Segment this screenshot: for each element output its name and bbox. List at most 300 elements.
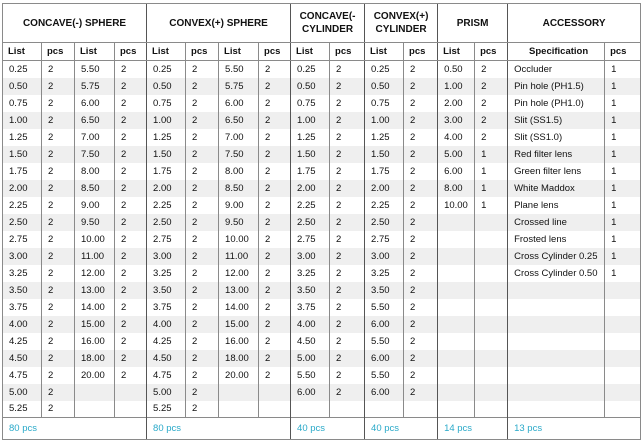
table-cell bbox=[115, 384, 147, 401]
table-cell: 2 bbox=[115, 146, 147, 163]
table-cell: 2 bbox=[42, 231, 75, 248]
column-header: pcs bbox=[330, 43, 365, 61]
group-header-line: PRISM bbox=[456, 17, 489, 29]
table-cell: 2 bbox=[404, 265, 438, 282]
table-cell: 0.25 bbox=[291, 61, 330, 78]
table-cell bbox=[508, 367, 605, 384]
table-cell: 2 bbox=[259, 316, 291, 333]
table-cell: 4.50 bbox=[147, 350, 186, 367]
table-cell: 2 bbox=[42, 333, 75, 350]
table-cell: 2 bbox=[42, 401, 75, 418]
table-cell: 3.25 bbox=[147, 265, 186, 282]
table-cell: 4.50 bbox=[3, 350, 42, 367]
table-cell: 1 bbox=[605, 197, 641, 214]
table-cell bbox=[605, 282, 641, 299]
table-cell: 1.25 bbox=[3, 129, 42, 146]
table-cell: 2.25 bbox=[291, 197, 330, 214]
group-header-line: CONCAVE(- bbox=[299, 11, 356, 22]
table-cell: 2 bbox=[259, 350, 291, 367]
table-cell: 2 bbox=[330, 248, 365, 265]
table-cell: 16.00 bbox=[219, 333, 259, 350]
table-cell: 5.00 bbox=[438, 146, 475, 163]
table-cell: 1 bbox=[475, 146, 508, 163]
lens-set-table bbox=[2, 3, 641, 440]
column-header: List bbox=[365, 43, 404, 61]
table-row bbox=[3, 61, 641, 78]
table-cell: Slit (SS1.5) bbox=[508, 112, 605, 129]
table-cell bbox=[508, 333, 605, 350]
table-cell: 1.00 bbox=[3, 112, 42, 129]
table-cell: 2 bbox=[330, 367, 365, 384]
table-cell: 2 bbox=[259, 367, 291, 384]
table-cell: 1.75 bbox=[147, 163, 186, 180]
table-cell: 2 bbox=[404, 384, 438, 401]
table-cell bbox=[75, 384, 115, 401]
table-cell bbox=[605, 384, 641, 401]
table-cell: 1 bbox=[475, 163, 508, 180]
table-cell: 5.50 bbox=[365, 367, 404, 384]
table-cell: 3.50 bbox=[365, 282, 404, 299]
table-cell: 13.00 bbox=[75, 282, 115, 299]
table-cell: 1.50 bbox=[291, 146, 330, 163]
table-cell: 2 bbox=[475, 78, 508, 95]
table-cell: 2 bbox=[42, 146, 75, 163]
table-cell: 2 bbox=[330, 61, 365, 78]
table-cell bbox=[219, 401, 259, 418]
table-cell: 2 bbox=[259, 265, 291, 282]
table-cell: 2 bbox=[330, 95, 365, 112]
table-row bbox=[3, 333, 641, 350]
table-cell: 20.00 bbox=[219, 367, 259, 384]
group-total: 80 pcs bbox=[3, 418, 147, 440]
table-cell: 7.00 bbox=[75, 129, 115, 146]
table-cell: Crossed line bbox=[508, 214, 605, 231]
table-cell bbox=[259, 384, 291, 401]
table-cell: 2 bbox=[186, 146, 219, 163]
table-cell: 2.50 bbox=[3, 214, 42, 231]
table-cell: 1.00 bbox=[438, 78, 475, 95]
table-cell bbox=[438, 231, 475, 248]
table-cell: 2 bbox=[115, 112, 147, 129]
table-cell: 2 bbox=[404, 231, 438, 248]
table-row bbox=[3, 112, 641, 129]
table-cell: 18.00 bbox=[219, 350, 259, 367]
table-cell: 1 bbox=[605, 163, 641, 180]
table-cell: 4.50 bbox=[291, 333, 330, 350]
table-cell: 1 bbox=[605, 265, 641, 282]
table-cell: 4.25 bbox=[147, 333, 186, 350]
table-cell: 2 bbox=[186, 367, 219, 384]
column-header: List bbox=[3, 43, 42, 61]
table-cell: Red filter lens bbox=[508, 146, 605, 163]
table-cell: 0.75 bbox=[291, 95, 330, 112]
table-cell: 2 bbox=[259, 214, 291, 231]
table-cell: 1 bbox=[475, 197, 508, 214]
table-cell: 2 bbox=[186, 384, 219, 401]
table-cell: 2 bbox=[475, 112, 508, 129]
table-cell bbox=[219, 384, 259, 401]
table-cell: 2 bbox=[259, 129, 291, 146]
table-cell: 2 bbox=[186, 333, 219, 350]
table-row bbox=[3, 95, 641, 112]
group-header bbox=[438, 4, 508, 43]
group-header bbox=[508, 4, 641, 43]
table-cell: 1.50 bbox=[3, 146, 42, 163]
table-cell: 2 bbox=[475, 129, 508, 146]
table-cell: 6.50 bbox=[75, 112, 115, 129]
table-cell: 2 bbox=[115, 78, 147, 95]
table-cell: 6.50 bbox=[219, 112, 259, 129]
table-cell: 1.00 bbox=[365, 112, 404, 129]
column-header: pcs bbox=[115, 43, 147, 61]
table-cell: 2 bbox=[42, 248, 75, 265]
table-cell bbox=[438, 214, 475, 231]
table-cell: 2 bbox=[404, 350, 438, 367]
table-cell: 6.00 bbox=[438, 163, 475, 180]
table-cell: 2 bbox=[115, 61, 147, 78]
table-cell: 2 bbox=[259, 231, 291, 248]
table-cell: 2 bbox=[42, 299, 75, 316]
table-cell bbox=[475, 299, 508, 316]
table-cell bbox=[508, 299, 605, 316]
group-header-row bbox=[3, 4, 641, 43]
table-row bbox=[3, 401, 641, 418]
table-cell: 2 bbox=[42, 350, 75, 367]
table-cell bbox=[475, 214, 508, 231]
column-header: pcs bbox=[605, 43, 641, 61]
table-cell: 2 bbox=[259, 163, 291, 180]
table-cell: 0.25 bbox=[147, 61, 186, 78]
table-cell: 4.00 bbox=[438, 129, 475, 146]
table-cell: 2 bbox=[186, 61, 219, 78]
table-cell bbox=[508, 350, 605, 367]
table-cell: Frosted lens bbox=[508, 231, 605, 248]
column-header: Specification bbox=[508, 43, 605, 61]
table-cell: 2 bbox=[330, 265, 365, 282]
table-cell: 2.75 bbox=[291, 231, 330, 248]
table-cell bbox=[438, 367, 475, 384]
table-cell bbox=[475, 384, 508, 401]
table-cell: 2 bbox=[330, 299, 365, 316]
table-cell: 2 bbox=[330, 197, 365, 214]
table-cell: 2 bbox=[330, 282, 365, 299]
table-cell: 20.00 bbox=[75, 367, 115, 384]
table-cell: 2 bbox=[186, 265, 219, 282]
table-cell: 3.00 bbox=[291, 248, 330, 265]
table-cell: 1 bbox=[605, 231, 641, 248]
table-cell: 0.50 bbox=[291, 78, 330, 95]
table-cell: 5.00 bbox=[3, 384, 42, 401]
table-cell: 2 bbox=[330, 78, 365, 95]
table-body bbox=[3, 61, 641, 418]
table-cell: 2 bbox=[115, 197, 147, 214]
table-cell: 2.75 bbox=[3, 231, 42, 248]
table-cell: 2 bbox=[404, 214, 438, 231]
table-cell: 2 bbox=[259, 112, 291, 129]
table-cell: 18.00 bbox=[75, 350, 115, 367]
table-cell: 2 bbox=[259, 197, 291, 214]
table-cell: 5.50 bbox=[365, 299, 404, 316]
table-cell: 0.75 bbox=[365, 95, 404, 112]
table-cell: 2 bbox=[42, 384, 75, 401]
table-cell bbox=[475, 316, 508, 333]
table-cell: 5.50 bbox=[365, 333, 404, 350]
table-cell: 2.25 bbox=[365, 197, 404, 214]
table-cell: 1.75 bbox=[291, 163, 330, 180]
table-cell: 4.75 bbox=[3, 367, 42, 384]
table-cell: 2 bbox=[404, 95, 438, 112]
table-cell: 8.00 bbox=[75, 163, 115, 180]
table-cell: 2 bbox=[186, 163, 219, 180]
table-cell: 2 bbox=[115, 299, 147, 316]
group-total: 80 pcs bbox=[147, 418, 291, 440]
group-header-line: ACCESSORY bbox=[542, 17, 606, 29]
group-header-line: CONVEX(+) SPHERE bbox=[169, 17, 268, 29]
column-header: List bbox=[438, 43, 475, 61]
table-cell: 2 bbox=[186, 95, 219, 112]
table-cell: 1.75 bbox=[365, 163, 404, 180]
table-cell: Cross Cylinder 0.25 bbox=[508, 248, 605, 265]
table-cell: Plane lens bbox=[508, 197, 605, 214]
table-cell: 12.00 bbox=[75, 265, 115, 282]
table-cell: 1 bbox=[475, 180, 508, 197]
table-cell: 2 bbox=[404, 367, 438, 384]
table-cell: 2 bbox=[259, 78, 291, 95]
table-cell: 2 bbox=[330, 214, 365, 231]
table-cell: 2 bbox=[42, 316, 75, 333]
table-cell: 1.00 bbox=[147, 112, 186, 129]
table-cell: 2 bbox=[330, 231, 365, 248]
table-cell: 2 bbox=[259, 299, 291, 316]
table-row bbox=[3, 146, 641, 163]
column-header: pcs bbox=[259, 43, 291, 61]
table-cell: 5.00 bbox=[147, 384, 186, 401]
table-cell: 2 bbox=[475, 95, 508, 112]
table-cell bbox=[115, 401, 147, 418]
table-row bbox=[3, 231, 641, 248]
table-cell: 2 bbox=[42, 95, 75, 112]
table-cell: 1.25 bbox=[147, 129, 186, 146]
table-cell: 2 bbox=[404, 197, 438, 214]
table-cell: 7.50 bbox=[219, 146, 259, 163]
group-header bbox=[365, 4, 438, 43]
table-cell: 1 bbox=[605, 129, 641, 146]
table-cell: 2 bbox=[259, 95, 291, 112]
table-cell: 2 bbox=[259, 248, 291, 265]
table-cell bbox=[475, 265, 508, 282]
table-row bbox=[3, 129, 641, 146]
table-cell: 2 bbox=[186, 78, 219, 95]
table-cell: 2 bbox=[330, 316, 365, 333]
table-cell bbox=[605, 333, 641, 350]
group-header bbox=[291, 4, 365, 43]
table-cell: 4.00 bbox=[147, 316, 186, 333]
table-cell: 2 bbox=[186, 180, 219, 197]
table-cell: 2 bbox=[404, 61, 438, 78]
table-cell: 2 bbox=[404, 163, 438, 180]
table-cell: 7.00 bbox=[219, 129, 259, 146]
table-cell: 15.00 bbox=[219, 316, 259, 333]
table-cell: 3.00 bbox=[3, 248, 42, 265]
table-cell bbox=[438, 350, 475, 367]
table-cell bbox=[605, 316, 641, 333]
table-cell: 2 bbox=[330, 180, 365, 197]
table-cell: 5.50 bbox=[219, 61, 259, 78]
table-cell bbox=[438, 316, 475, 333]
table-row bbox=[3, 384, 641, 401]
table-cell: 2 bbox=[115, 367, 147, 384]
table-cell: 6.00 bbox=[365, 350, 404, 367]
table-cell: 2 bbox=[42, 78, 75, 95]
table-cell: 8.50 bbox=[219, 180, 259, 197]
table-cell: 2 bbox=[42, 163, 75, 180]
table-cell: 2 bbox=[115, 180, 147, 197]
table-row bbox=[3, 214, 641, 231]
table-cell: 2 bbox=[186, 248, 219, 265]
table-cell bbox=[508, 282, 605, 299]
table-cell: 2 bbox=[42, 112, 75, 129]
table-cell: 3.25 bbox=[291, 265, 330, 282]
table-cell bbox=[291, 401, 330, 418]
table-cell: 6.00 bbox=[75, 95, 115, 112]
table-cell: 2 bbox=[404, 129, 438, 146]
table-cell: 1 bbox=[605, 248, 641, 265]
table-cell bbox=[475, 231, 508, 248]
table-cell: 4.25 bbox=[3, 333, 42, 350]
table-cell: 2 bbox=[186, 350, 219, 367]
table-row bbox=[3, 350, 641, 367]
table-cell: 1.50 bbox=[365, 146, 404, 163]
table-cell: 0.75 bbox=[147, 95, 186, 112]
table-cell bbox=[438, 401, 475, 418]
table-cell: 2 bbox=[330, 384, 365, 401]
table-cell: 2 bbox=[404, 333, 438, 350]
group-header-line: CONVEX(+) bbox=[373, 11, 429, 22]
table-cell bbox=[508, 401, 605, 418]
table-cell: 2 bbox=[259, 282, 291, 299]
table-row bbox=[3, 197, 641, 214]
table-cell: 0.50 bbox=[3, 78, 42, 95]
table-cell: Cross Cylinder 0.50 bbox=[508, 265, 605, 282]
table-cell bbox=[475, 367, 508, 384]
table-cell: 2.50 bbox=[365, 214, 404, 231]
table-cell: 2 bbox=[404, 316, 438, 333]
table-cell: 13.00 bbox=[219, 282, 259, 299]
table-cell: 2.00 bbox=[438, 95, 475, 112]
table-cell: 6.00 bbox=[219, 95, 259, 112]
table-cell: 5.50 bbox=[75, 61, 115, 78]
table-cell: 4.00 bbox=[291, 316, 330, 333]
table-cell: 3.75 bbox=[147, 299, 186, 316]
table-cell: 2 bbox=[42, 61, 75, 78]
column-header: List bbox=[219, 43, 259, 61]
table-cell: 2 bbox=[115, 333, 147, 350]
table-cell bbox=[475, 282, 508, 299]
table-cell: 2 bbox=[330, 129, 365, 146]
table-cell: 2 bbox=[115, 282, 147, 299]
table-cell: 2 bbox=[115, 350, 147, 367]
table-cell: 3.50 bbox=[291, 282, 330, 299]
table-cell: 2.00 bbox=[3, 180, 42, 197]
table-cell: 2 bbox=[186, 299, 219, 316]
group-header-line: CONCAVE(-) SPHERE bbox=[22, 17, 127, 29]
table-cell: White Maddox bbox=[508, 180, 605, 197]
table-cell: 2 bbox=[186, 214, 219, 231]
table-cell: 2 bbox=[42, 367, 75, 384]
table-cell: 2 bbox=[42, 180, 75, 197]
table-cell: 2 bbox=[475, 61, 508, 78]
table-cell bbox=[404, 401, 438, 418]
table-cell: 2 bbox=[404, 146, 438, 163]
table-cell: 3.00 bbox=[438, 112, 475, 129]
group-header bbox=[3, 4, 147, 43]
table-cell: 4.00 bbox=[3, 316, 42, 333]
table-cell: 2 bbox=[330, 350, 365, 367]
table-cell: 3.75 bbox=[3, 299, 42, 316]
table-cell: 2 bbox=[186, 401, 219, 418]
table-cell bbox=[605, 401, 641, 418]
column-header: List bbox=[291, 43, 330, 61]
table-cell: 2 bbox=[404, 248, 438, 265]
table-cell: 2.00 bbox=[365, 180, 404, 197]
table-cell: Pin hole (PH1.0) bbox=[508, 95, 605, 112]
table-cell: Occluder bbox=[508, 61, 605, 78]
table-cell: 2.25 bbox=[3, 197, 42, 214]
column-header: pcs bbox=[475, 43, 508, 61]
table-cell: 2 bbox=[259, 146, 291, 163]
group-total: 14 pcs bbox=[438, 418, 508, 440]
table-cell: 2 bbox=[330, 112, 365, 129]
table-cell: 2 bbox=[115, 265, 147, 282]
group-total: 13 pcs bbox=[508, 418, 641, 440]
table-cell: 10.00 bbox=[75, 231, 115, 248]
table-cell bbox=[330, 401, 365, 418]
table-cell: 8.00 bbox=[438, 180, 475, 197]
table-cell: 5.75 bbox=[219, 78, 259, 95]
table-cell: 2.75 bbox=[147, 231, 186, 248]
table-cell bbox=[438, 384, 475, 401]
table-cell: 2 bbox=[42, 282, 75, 299]
table-cell: 9.50 bbox=[75, 214, 115, 231]
table-cell: 3.00 bbox=[147, 248, 186, 265]
table-cell: 0.75 bbox=[3, 95, 42, 112]
table-cell: 2 bbox=[115, 248, 147, 265]
table-cell: 2 bbox=[42, 214, 75, 231]
table-cell: 9.00 bbox=[75, 197, 115, 214]
table-cell: 2 bbox=[42, 129, 75, 146]
group-header bbox=[147, 4, 291, 43]
table-cell: 14.00 bbox=[219, 299, 259, 316]
table-cell: 0.50 bbox=[147, 78, 186, 95]
table-cell: 0.25 bbox=[365, 61, 404, 78]
table-cell bbox=[438, 282, 475, 299]
table-cell bbox=[438, 299, 475, 316]
column-header: pcs bbox=[42, 43, 75, 61]
table-cell bbox=[365, 401, 404, 418]
table-cell: Pin hole (PH1.5) bbox=[508, 78, 605, 95]
table-cell: 6.00 bbox=[365, 316, 404, 333]
table-cell: 3.50 bbox=[147, 282, 186, 299]
table-cell: 14.00 bbox=[75, 299, 115, 316]
column-header: List bbox=[75, 43, 115, 61]
table-cell: 2 bbox=[186, 282, 219, 299]
table-cell: 7.50 bbox=[75, 146, 115, 163]
table-cell: Green filter lens bbox=[508, 163, 605, 180]
table-cell: 2 bbox=[330, 146, 365, 163]
table-cell: 1.75 bbox=[3, 163, 42, 180]
table-cell: 2 bbox=[259, 61, 291, 78]
table-row bbox=[3, 265, 641, 282]
